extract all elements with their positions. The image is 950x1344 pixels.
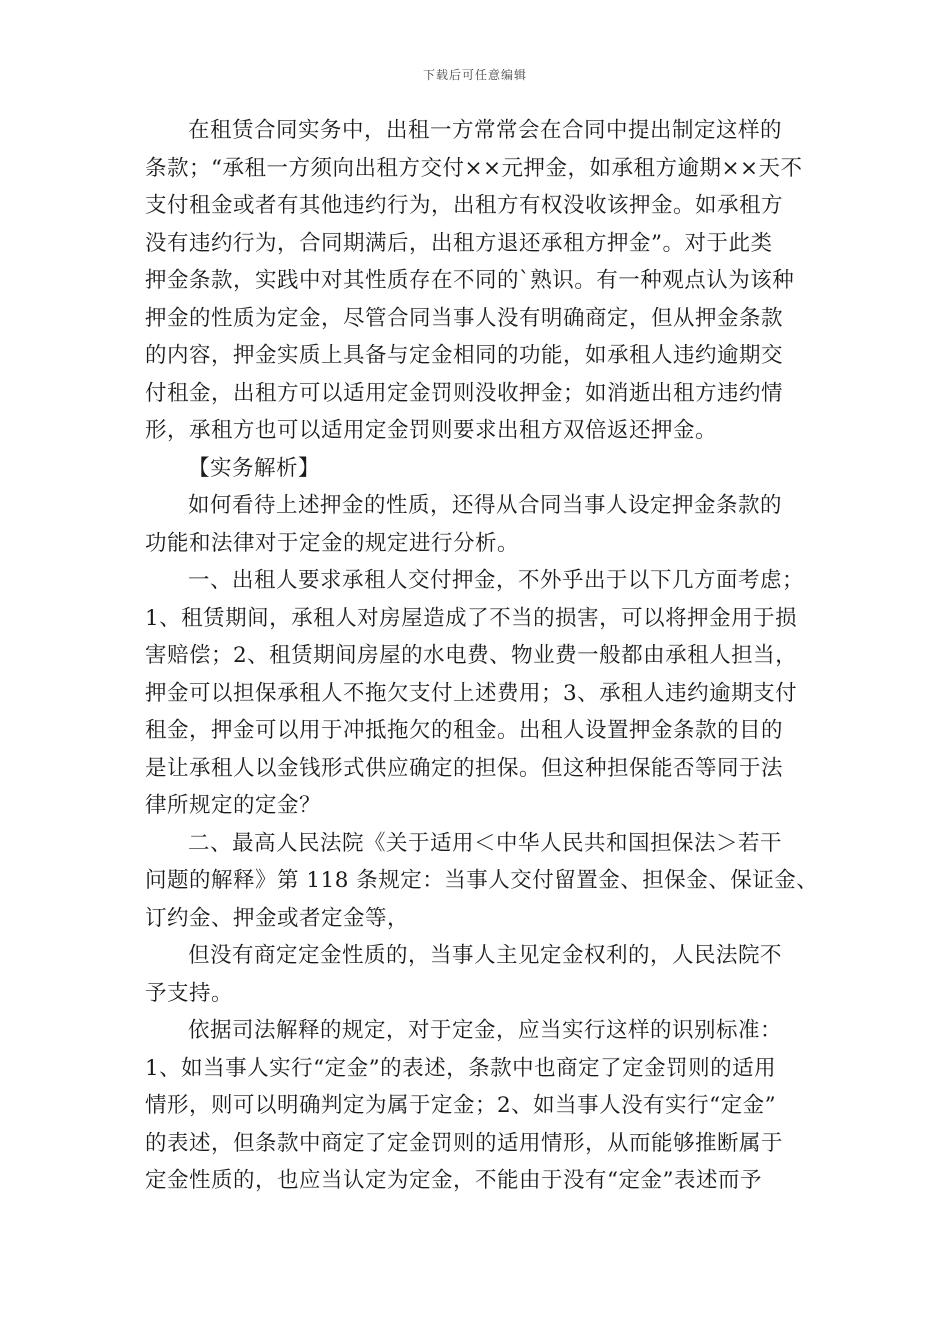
text-line: 在租赁合同实务中，出租一方常常会在合同中提出制定这样的 bbox=[188, 118, 783, 143]
text-line: 一、出租人要求承租人交付押金，不外乎出于以下几方面考虑； bbox=[188, 568, 805, 593]
text-line: 但没有商定定金性质的，当事人主见定金权利的，人民法院不 bbox=[188, 943, 783, 968]
text-line: 支付租金或者有其他违约行为，出租方有权没收该押金。如承租方 bbox=[145, 193, 784, 218]
text-line: 是让承租人以金钱形式供应确定的担保。但这种担保能否等同于法 bbox=[145, 755, 784, 781]
text-line: 如何看待上述押金的性质，还得从合同当事人设定押金条款的 bbox=[188, 493, 783, 518]
text-line: 1、租赁期间，承租人对房屋造成了不当的损害，可以将押金用于损 bbox=[145, 605, 798, 631]
text-line: 功能和法律对于定金的规定进行分析。 bbox=[145, 530, 520, 556]
text-line: 害赔偿；2、租赁期间房屋的水电费、物业费一般都由承租人担当， bbox=[145, 643, 798, 668]
text-line: 律所规定的定金？ bbox=[145, 793, 322, 818]
text-line: 付租金，出租方可以适用定金罚则没收押金；如消逝出租方违约情 bbox=[145, 380, 784, 406]
text-line: 1、如当事人实行“定金”的表述，条款中也商定了定金罚则的适用 bbox=[145, 1055, 777, 1081]
text-line: 情形，则可以明确判定为属于定金；2、如当事人没有实行“定金” bbox=[145, 1093, 777, 1118]
text-line: 定金性质的，也应当认定为定金，不能由于没有“定金”表述而予 bbox=[145, 1168, 762, 1193]
document-body bbox=[145, 112, 825, 1200]
text-line: 押金的性质为定金，尽管合同当事人没有明确商定，但从押金条款 bbox=[145, 305, 784, 331]
text-line: 形，承租方也可以适用定金罚则要求出租方双倍返还押金。 bbox=[145, 418, 718, 443]
text-line: 依据司法解释的规定，对于定金，应当实行这样的识别标准： bbox=[188, 1018, 783, 1043]
text-line: 予支持。 bbox=[145, 980, 234, 1006]
text-line: 订约金、押金或者定金等， bbox=[145, 905, 410, 931]
text-line: 没有违约行为，合同期满后，出租方退还承租方押金”。对于此类 bbox=[145, 230, 773, 256]
text-line: 租金，押金可以用于冲抵拖欠的租金。出租人设置押金条款的目的 bbox=[145, 718, 784, 743]
text-line: 押金条款，实践中对其性质存在不同的`熟识。有一种观点认为该种 bbox=[145, 268, 795, 293]
page-header: 下载后可任意编辑 bbox=[422, 68, 527, 82]
text-line: 条款；“承租一方须向出租方交付××元押金，如承租方逾期××天不 bbox=[145, 155, 803, 181]
text-line: 的内容，押金实质上具备与定金相同的功能，如承租人违约逾期交 bbox=[145, 343, 784, 368]
text-line: 押金可以担保承租人不拖欠支付上述费用；3、承租人违约逾期支付 bbox=[145, 680, 798, 706]
text-line: 的表述，但条款中商定了定金罚则的适用情形，从而能够推断属于 bbox=[145, 1130, 784, 1156]
section-heading: 【实务解析】 bbox=[188, 455, 321, 481]
text-line: 二、最高人民法院《关于适用＜中华人民共和国担保法＞若干 bbox=[188, 830, 783, 856]
text-line: 问题的解释》第 118 条规定：当事人交付留置金、担保金、保证金、 bbox=[145, 868, 819, 893]
